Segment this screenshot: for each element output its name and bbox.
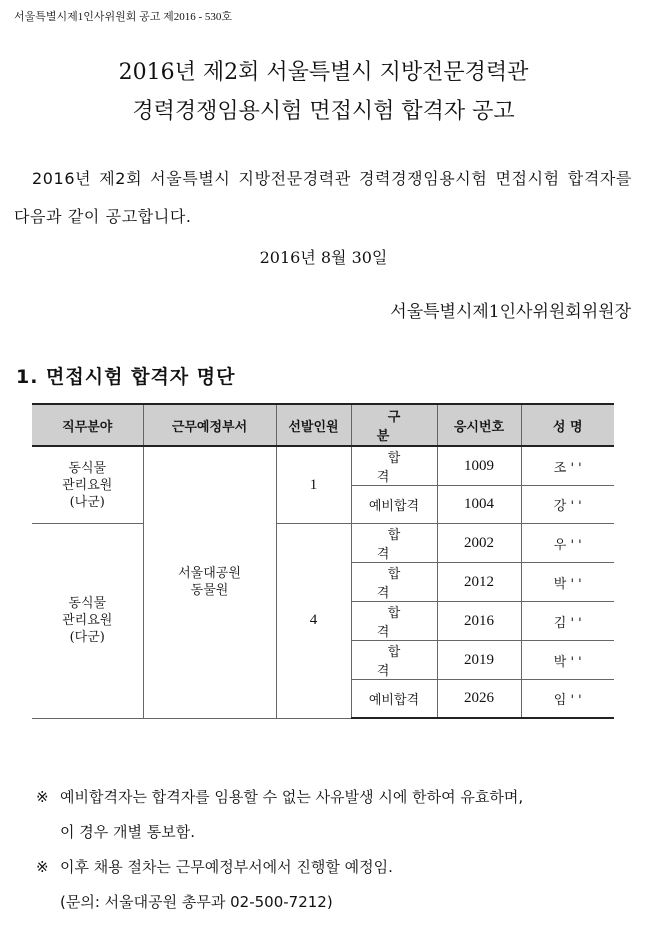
header-type: 구 분 xyxy=(351,404,437,446)
note-1: ※ 예비합격자는 합격자를 임용할 수 없는 사유발생 시에 한하여 유효하며, xyxy=(36,785,636,820)
reference-mark-icon: ※ xyxy=(36,788,49,806)
type-cell: 예비합격 xyxy=(351,680,437,719)
notes-section xyxy=(36,785,636,925)
number-cell: 2002 xyxy=(437,524,521,563)
number-cell: 2012 xyxy=(437,563,521,602)
title-line-2: 경력경쟁임용시험 면접시험 합격자 공고 xyxy=(132,99,515,124)
table-row xyxy=(32,446,614,486)
name-cell: 박 ' ' xyxy=(521,563,614,602)
type-cell: 합 격 xyxy=(351,641,437,680)
body-paragraph: 2016년 제2회 서울특별시 지방전문경력관 경력경쟁임용시험 면접시험 합격자를 다음과 같이 공고합니다. xyxy=(14,169,632,226)
field-cell: 동식물 관리요원 (나군) xyxy=(32,446,143,524)
section-title: 1. 면접시험 합격자 명단 xyxy=(16,366,236,388)
reference-mark-icon: ※ xyxy=(36,858,49,876)
table-header-row xyxy=(32,404,614,446)
department-cell: 서울대공원 동물원 xyxy=(143,446,276,718)
table-row xyxy=(32,524,614,563)
name-cell: 임 ' ' xyxy=(521,680,614,719)
name-cell: 김 ' ' xyxy=(521,602,614,641)
header-field: 직무분야 xyxy=(32,404,143,446)
type-cell: 합 격 xyxy=(351,446,437,486)
notice-number: 서울특별시제1인사위원회 공고 제2016 - 530호 xyxy=(14,11,233,23)
header-name: 성 명 xyxy=(521,404,614,446)
title-line-1: 2016년 제2회 서울특별시 지방전문경력관 xyxy=(118,60,529,85)
number-cell: 1004 xyxy=(437,486,521,524)
header-department: 근무예정부서 xyxy=(143,404,276,446)
header-number: 응시번호 xyxy=(437,404,521,446)
type-cell: 합 격 xyxy=(351,602,437,641)
note-2: ※ 이후 채용 절차는 근무예정부서에서 진행할 예정임. xyxy=(36,855,636,890)
header-count: 선발인원 xyxy=(276,404,351,446)
number-cell: 2019 xyxy=(437,641,521,680)
name-cell: 강 ' ' xyxy=(521,486,614,524)
type-cell: 합 격 xyxy=(351,563,437,602)
results-table xyxy=(32,403,614,719)
signer: 서울특별시제1인사위원회위원장 xyxy=(390,302,631,322)
count-cell: 4 xyxy=(276,524,351,719)
name-cell: 조 ' ' xyxy=(521,446,614,486)
type-cell: 합 격 xyxy=(351,524,437,563)
type-cell: 예비합격 xyxy=(351,486,437,524)
note-1-continuation: 이 경우 개별 통보함. xyxy=(60,823,195,841)
number-cell: 1009 xyxy=(437,446,521,486)
name-cell: 우 ' ' xyxy=(521,524,614,563)
notice-date: 2016년 8월 30일 xyxy=(259,248,388,267)
contact-info: (문의: 서울대공원 총무과 02-500-7212) xyxy=(60,893,333,911)
count-cell: 1 xyxy=(276,446,351,524)
name-cell: 박 ' ' xyxy=(521,641,614,680)
number-cell: 2026 xyxy=(437,680,521,719)
field-cell: 동식물 관리요원 (다군) xyxy=(32,524,143,719)
number-cell: 2016 xyxy=(437,602,521,641)
